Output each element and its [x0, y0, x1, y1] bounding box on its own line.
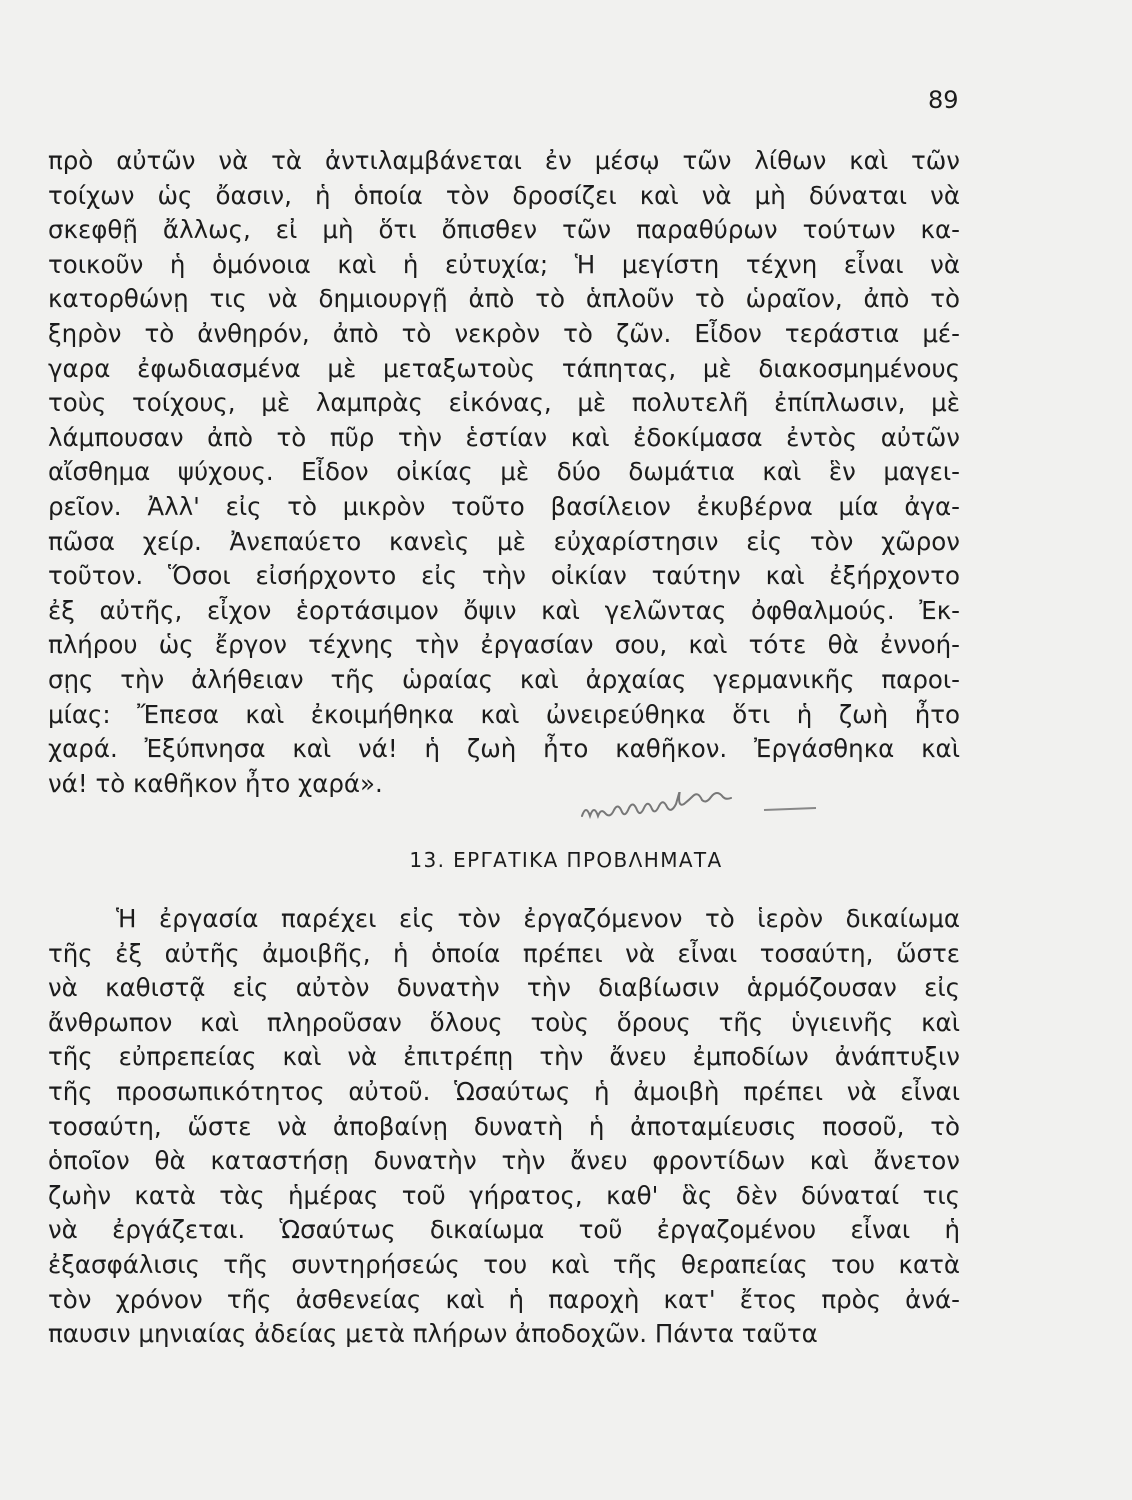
text-line: τῆς ἐξ αὐτῆς ἀμοιβῆς, ἡ ὁποία πρέπει νὰ εἶναι τοσαύτη, ὥστε [48, 938, 960, 968]
handwritten-annotation [576, 792, 846, 832]
text-line: σκεφθῇ ἄλλως, εἰ μὴ ὅτι ὄπισθεν τῶν παραθύρων τούτων κα- [48, 215, 960, 245]
text-line: ρεῖον. Ἀλλ' εἰς τὸ μικρὸν τοῦτο βασίλειον ἐκυβέρνα μία ἀγα- [48, 491, 960, 521]
text-line: ἐξασφάλισις τῆς συντηρήσεώς του καὶ τῆς θεραπείας του κατὰ [48, 1249, 960, 1279]
text-line: ἄνθρωπον καὶ πληροῦσαν ὅλους τοὺς ὅρους τῆς ὑγιεινῆς καὶ [48, 1007, 960, 1037]
text-line: τῆς προσωπικότητος αὐτοῦ. Ὡσαύτως ἡ ἀμοιβὴ πρέπει νὰ εἶναι [48, 1076, 960, 1106]
page-number: 89 [928, 86, 959, 114]
text-line: τοίχων ὡς ὄασιν, ἡ ὁποία τὸν δροσίζει καὶ νὰ μὴ δύναται νὰ [48, 180, 960, 210]
text-line: μίας: Ἔπεσα καὶ ἐκοιμήθηκα καὶ ὠνειρεύθηκα ὅτι ἡ ζωὴ ἦτο [48, 699, 960, 729]
text-line: κατορθώνῃ τις νὰ δημιουργῇ ἀπὸ τὸ ἁπλοῦν τὸ ὡραῖον, ἀπὸ τὸ [48, 284, 960, 314]
text-line: πλήρου ὡς ἔργον τέχνης τὴν ἐργασίαν σου, καὶ τότε θὰ ἐννοή- [48, 630, 960, 660]
text-line: ὁποῖον θὰ καταστήσῃ δυνατὴν τὴν ἄνευ φροντίδων καὶ ἄνετον [48, 1146, 960, 1176]
text-line: νά! τὸ καθῆκον ἦτο χαρά». [48, 768, 383, 798]
section-heading: 13. ΕΡΓΑΤΙΚΑ ΠΡΟΒΛΗΜΑΤΑ [409, 848, 723, 872]
text-line: τοὺς τοίχους, μὲ λαμπρὰς εἰκόνας, μὲ πολυτελῆ ἐπίπλωσιν, μὲ [48, 388, 960, 418]
text-line: νὰ καθιστᾷ εἰς αὐτὸν δυνατὴν τὴν διαβίωσιν ἁρμόζουσαν εἰς [48, 973, 960, 1003]
text-line: ξηρὸν τὸ ἀνθηρόν, ἀπὸ τὸ νεκρὸν τὸ ζῶν. Εἶδον τεράστια μέ- [48, 318, 960, 348]
text-line: ἐξ αὐτῆς, εἶχον ἑορτάσιμον ὄψιν καὶ γελῶντας ὀφθαλμούς. Ἐκ- [48, 595, 960, 625]
text-line: τοῦτον. Ὅσοι εἰσήρχοντο εἰς τὴν οἰκίαν ταύτην καὶ ἐξήρχοντο [48, 561, 960, 591]
text-line: πρὸ αὐτῶν νὰ τὰ ἀντιλαμβάνεται ἐν μέσῳ τῶν λίθων καὶ τῶν [48, 146, 960, 175]
text-line: Ἡ ἐργασία παρέχει εἰς τὸν ἐργαζόμενον τὸ ἱερὸν δικαίωμα [116, 904, 960, 933]
paragraph-2 [48, 902, 960, 1352]
text-line: λάμπουσαν ἀπὸ τὸ πῦρ τὴν ἑστίαν καὶ ἐδοκίμασα ἐντὸς αὐτῶν [48, 422, 960, 452]
text-line: γαρα ἐφωδιασμένα μὲ μεταξωτοὺς τάπητας, μὲ διακοσμημένους [48, 353, 960, 383]
text-line: τοσαύτη, ὥστε νὰ ἀποβαίνῃ δυνατὴ ἡ ἀποταμίευσις ποσοῦ, τὸ [48, 1111, 960, 1141]
text-line: ζωὴν κατὰ τὰς ἡμέρας τοῦ γήρατος, καθ' ἃς δὲν δύναταί τις [48, 1180, 960, 1210]
text-line: τῆς εὐπρεπείας καὶ νὰ ἐπιτρέπῃ τὴν ἄνευ ἐμποδίων ἀνάπτυξιν [48, 1042, 960, 1072]
text-line: νὰ ἐργάζεται. Ὡσαύτως δικαίωμα τοῦ ἐργαζομένου εἶναι ἡ [48, 1215, 960, 1245]
text-line: αἴσθημα ψύχους. Εἶδον οἰκίας μὲ δύο δωμάτια καὶ ἓν μαγει- [48, 457, 960, 487]
text-line: τοικοῦν ἡ ὁμόνοια καὶ ἡ εὐτυχία; Ἡ μεγίστη τέχνη εἶναι νὰ [48, 249, 960, 279]
text-line: χαρά. Ἐξύπνησα καὶ νά! ἡ ζωὴ ἦτο καθῆκον. Ἐργάσθηκα καὶ [48, 734, 960, 764]
paragraph-1 [48, 144, 960, 801]
text-line: σῃς τὴν ἀλήθειαν τῆς ὡραίας καὶ ἀρχαίας γερμανικῆς παροι- [48, 664, 960, 694]
text-line: τὸν χρόνον τῆς ἀσθενείας καὶ ἡ παροχὴ κατ' ἔτος πρὸς ἀνά- [48, 1284, 960, 1314]
text-line: πῶσα χείρ. Ἀνεπαύετο κανεὶς μὲ εὐχαρίστησιν εἰς τὸν χῶρον [48, 526, 960, 556]
text-line: παυσιν μηνιαίας ἀδείας μετὰ πλήρων ἀποδοχῶν. Πάντα ταῦτα [48, 1319, 818, 1349]
